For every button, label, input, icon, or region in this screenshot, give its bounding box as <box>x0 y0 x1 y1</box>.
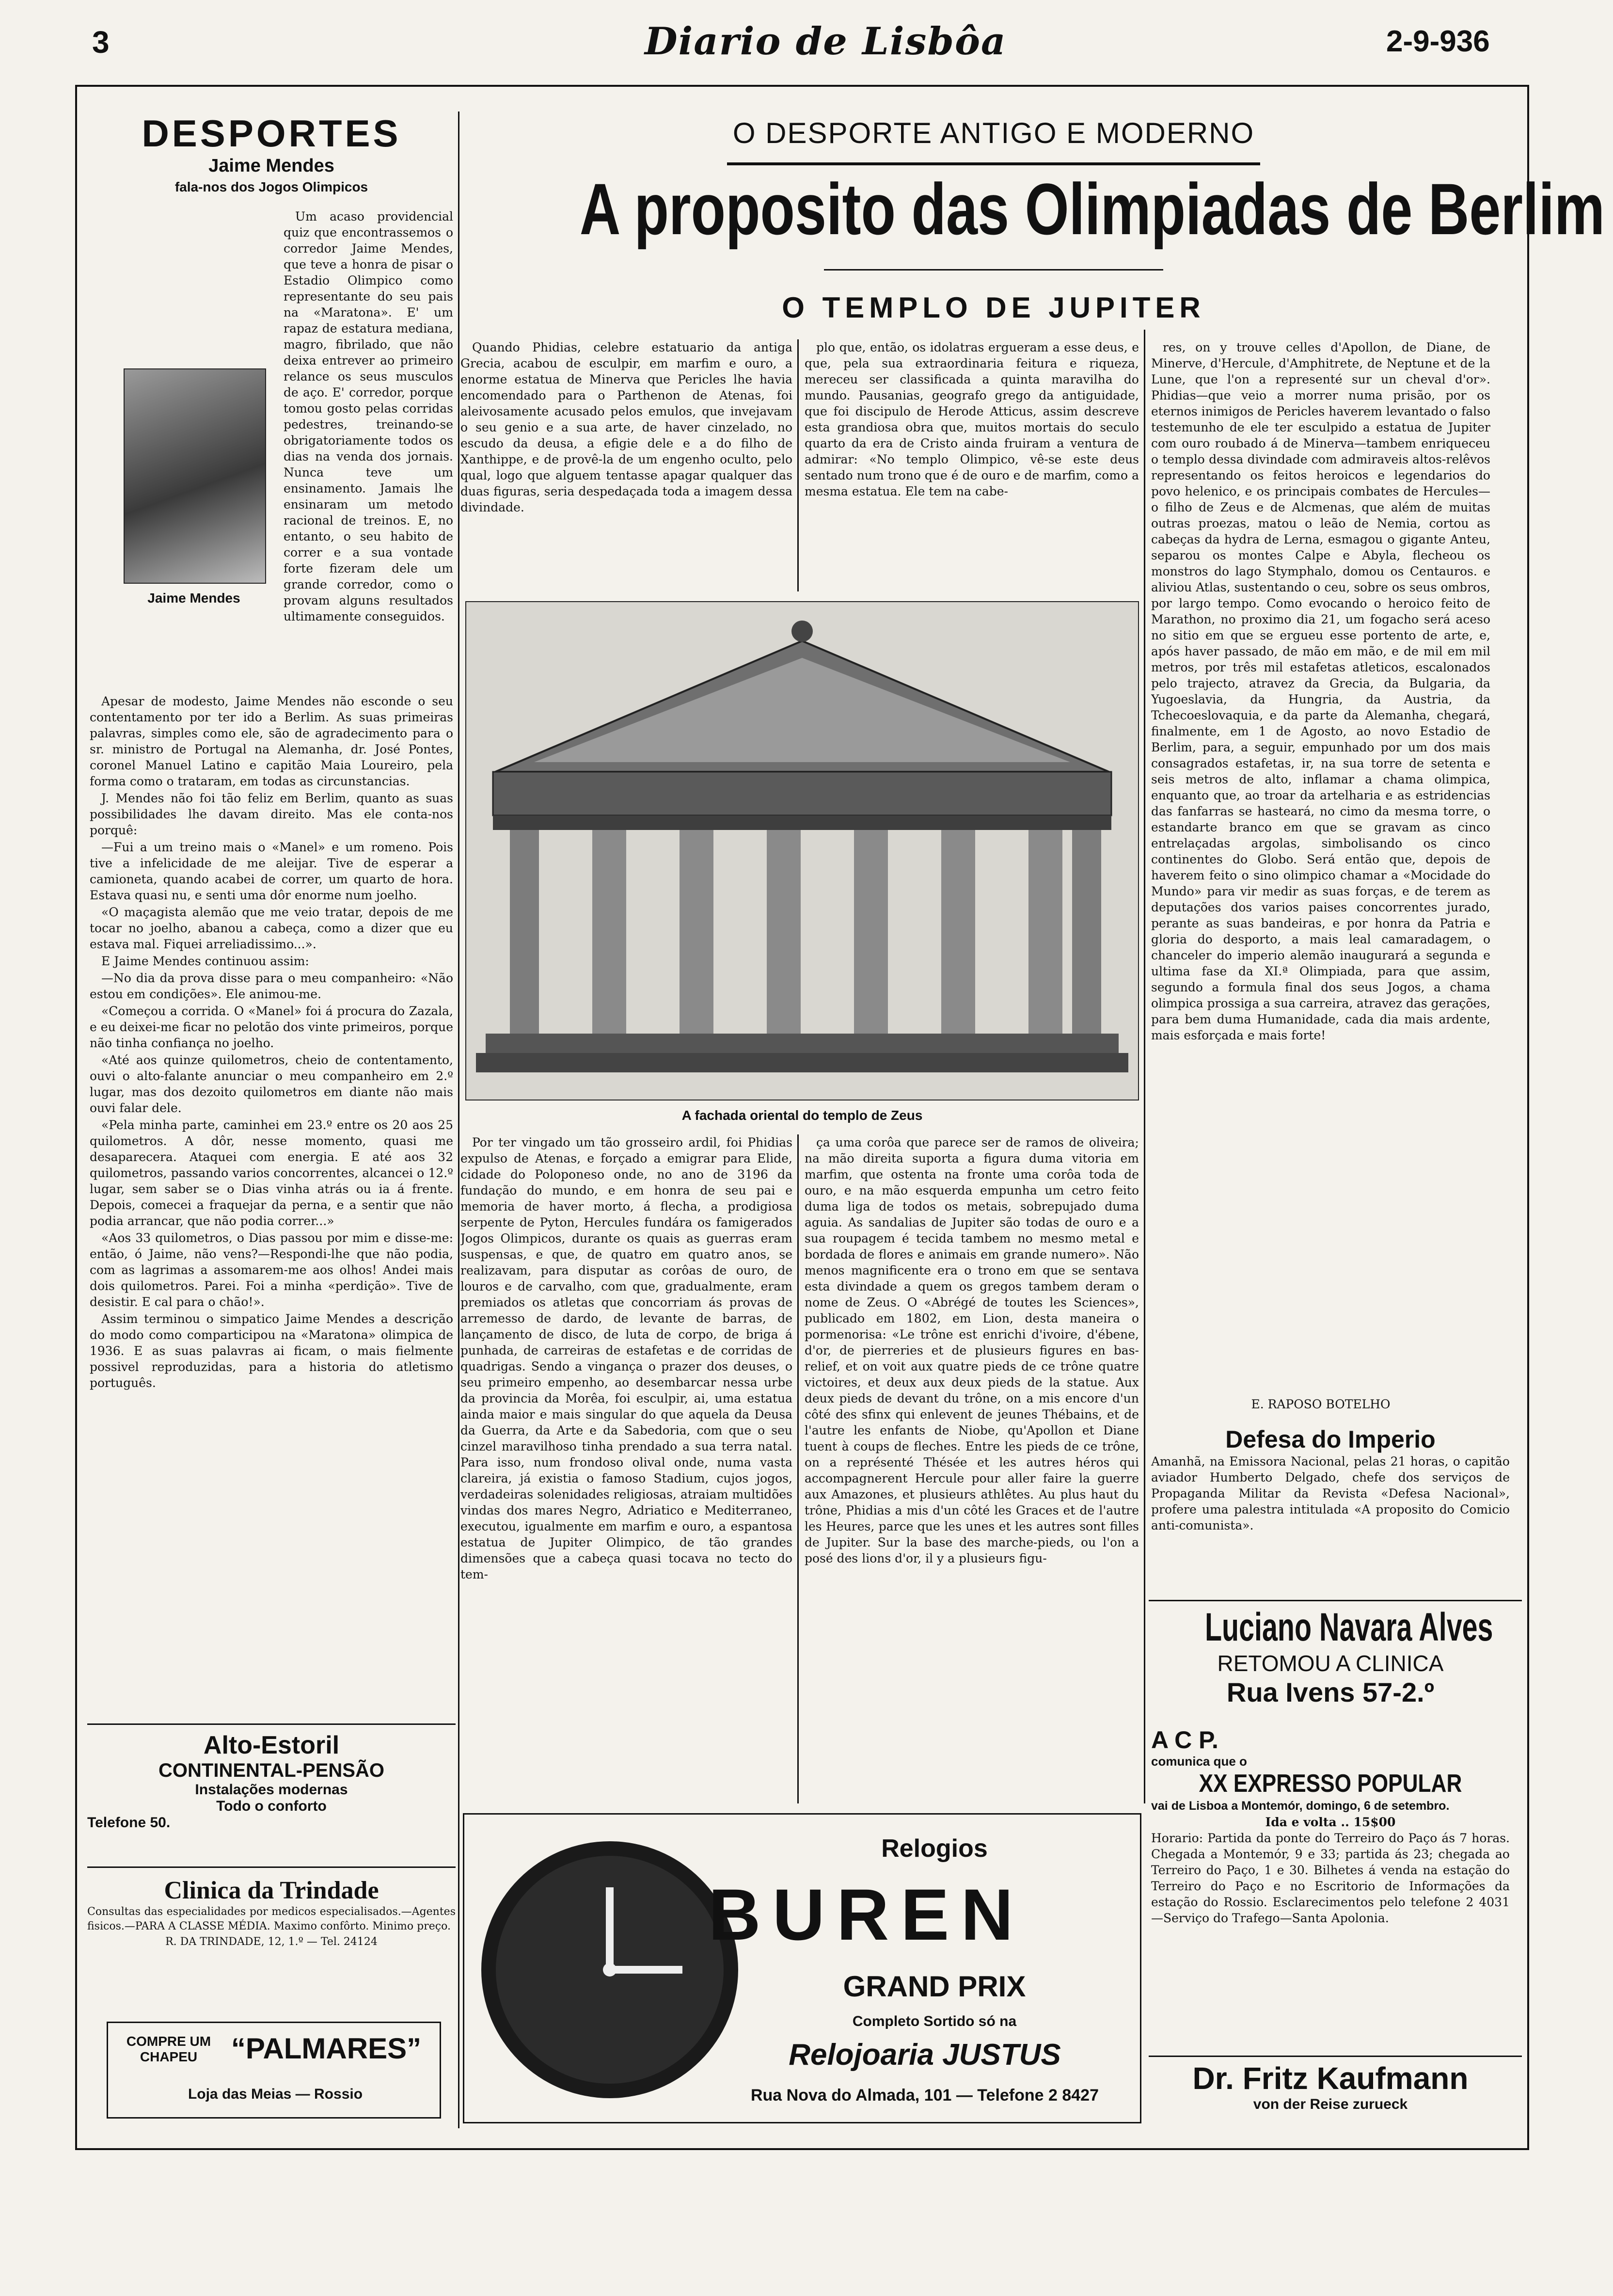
ad-luciano <box>1151 1605 1510 1708</box>
photo-caption: Jaime Mendes <box>147 590 240 606</box>
body-paragraph: Apesar de modesto, Jaime Mendes não esconde o seu contentamento por ter ido a Berlim. As suas primeiras palavras, simples como ele, são de agradecimento para o sr. ministro de Portugal na Alemanha, dr. José Pontes, coronel Manuel Latino e capitão Maia Loureiro, pela forma como o trataram, em todas as circunstancias. <box>90 694 453 788</box>
article-kicker: O DESPORTE ANTIGO E MODERNO <box>732 117 1255 149</box>
ad-clinica-trindade <box>87 1876 456 1950</box>
page-number: 3 <box>92 25 110 60</box>
ad-text: Consultas das especialidades por medicos especialisados.—Agentes fisicos.—PARA A CLASSE MÉDIA. Maximo confôrto. Minimo preço. <box>87 1906 456 1932</box>
ad-brand: “PALMARES” <box>231 2032 422 2065</box>
ad-shop: Relojoaria JUSTUS <box>789 2038 1061 2072</box>
article-paragraph: Por ter vingado um tão grosseiro ardil, foi Phidias expulso de Atenas, e forçado a emigrar para Elide, cidade do Poloponeso onde, no ano de 3196 da fundação do mundo, e em honra de seu pai e memoria de haver morto, á flecha, a prodigiosa serpente de Pyton, Hercules fundára os famigerados Jogos Olimpicos, durante os quais as guerras eram suspensas, e que, de quatro em quatro anos, se realizavam, para disputar as corôas de ouro, de louros e de carvalho, com que, gradualmente, eram premiados os atletas que concorriam ás provas de arremesso de dardo, de levante de barras, de lançamento de disco, de luta de corpo, de briga á punhada, de carreiras de estafetas e de corridas de quadrigas. Sendo a vingança o prazer dos deuses, o seu primeiro empenho, ao desembarcar nessa urbe da provincia da Morêa, foi esculpir, ai, uma estatua ainda maior e mais singular do que aquela da Deusa da Guerra, da Arte e da Sabedoria, com que o seu cinzel maravilhoso tinha prendado a sua terra natal. Para isso, num frondoso olival onde, numa vasta clareira, já existia o famoso Stadium, cujos jogos, verdadeiras solenidades religiosas, atraiam multidões vindas dos mares Negro, Adriatico e Mediterraneo, executou, igualmente em marfim e ouro, a espantosa estatua de Jupiter Olimpico, de tão grandes dimensões que a cabeça quasi tocava no tecto do tem- <box>460 1135 792 1581</box>
article-col1-top <box>460 339 792 591</box>
temple-illustration <box>466 602 1138 1100</box>
ad-title: Alto-Estoril <box>203 1731 340 1759</box>
ad-address: Rua Ivens 57-2.º <box>1226 1677 1435 1707</box>
ad-price: Ida e volta .. 15$00 <box>1265 1815 1396 1829</box>
column-rule <box>1144 330 1145 1803</box>
ad-text: Horario: Partida da ponte do Terreiro do Paço ás 7 horas. Chegada a Montemór, 9 e 33; partida ás 23; chegada ao Terreiro do Paço, 1 e 30. Bilhetes á venda na estação do Terreiro do Paço e no Escritorio de Informações da estação do Rossio. Esclarecimentos pelo telefone 2 4031 —Serviço do Trafego—Santa Apolonia. <box>1151 1831 1510 1925</box>
ad-left-text: COMPRE UM CHAPEU <box>126 2034 211 2064</box>
ad-address: Rua Nova do Almada, 101 — Telefone 2 8427 <box>750 2086 1099 2105</box>
ad-line: Completo Sortido só na <box>852 2013 1017 2029</box>
body-paragraph: J. Mendes não foi tão feliz em Berlim, quanto as suas possibilidades lhe davam direito. Mas ele conta-nos porquê: <box>90 791 453 837</box>
defesa-title: Defesa do Imperio <box>1225 1426 1436 1453</box>
ad-address: R. DA TRINDADE, 12, 1.º — Tel. 24124 <box>165 1936 378 1948</box>
body-paragraph: «Começou a corrida. O «Manel» foi á procura do Zazala, e eu deixei-me ficar no pelotão dos vinte primeiros, porque não tinha confiança no joelho. <box>90 1004 453 1050</box>
desportes-intro <box>90 208 453 693</box>
intro-paragraph: Um acaso providencial quiz que encontrassemos o corredor Jaime Mendes, que teve a honra de pisar o Estadio Olimpico como representante do seu pais na «Maratona». E' um rapaz de estatura mediana, magro, fibrilado, que não deixa entrever ao primeiro relance os seus musculos de aço. E' corredor, porque tomou gosto pelas corridas pedestres, treinando-se obrigatoriamente todos os dias na venda dos jornais. Nunca teve um ensinamento. Jamais lhe ensinaram um metodo racional de treinos. E, no entanto, o seu habito de correr e a sua vontade forte fizeram dele um grande corredor, como o provam alguns resultados ultimamente conseguidos. <box>284 209 453 623</box>
ad-line: Todo o conforto <box>216 1798 327 1814</box>
article-paragraph: res, on y trouve celles d'Apollon, de Diane, de Minerve, d'Hercule, d'Amphitrete, de Neptune et de la Lune, que l'on a representé sur un cheval d'or». Phidias—que veio a morrer numa prisão, por os eternos inimigos de Pericles haverem levantado o falso testemunho de ele ter esculpido a estatua de Jupiter com ouro roubado á de Minerva—tambem enriqueceu o templo dessa divindade com admiraveis altos-relêvos representando os feitos heroicos e legendarios do povo helenico, e os principais combates de Hercules—o filho de Zeus e de Alcmenas, que além de muitas outras proezas, matou o leão de Nemia, cortou as cabeças da hydra de Lerna, esmagou o gigante Anteu, separou os montes Calpe e Abyla, flecheou os monstros do lago Stymphalo, domou os Centauros. e aliviou Atlas, sustentando o ceu, sobre os seus ombros, por largo tempo. Como evocando o heroico feito de Marathon, no proximo dia 21, um fogacho será aceso no sitio em que se ergueu esse portento de arte, e, após haver passado, de mão em mão, e de mil em mil metros, por três mil estafetas atleticos, escalonados pelo trajecto, atravez da Grecia, da Bulgaria, da Yugoeslavia, da Hungria, da Austria, da Tchecoeslovaquia, e da parte da Alemanha, chegará, finalmente, em 1 de Agosto, ao novo Estadio de Berlim, para, a seguir, empunhado por um dos mais consagrados estafetas, ir, na sua torre de setenta e seis metros de alto, inflamar a chama olimpica, enquanto que, ao troar da artelharia e as estridencias das fanfarras se hasteará, no cimo da mesma torre, o estandarte branco em que se gravam as cinco entrelaçadas argolas, simbolisando os cinco continentes do Globo. Será então que, depois de haverem feito o sino olimpico chamar a «Mocidade do Mundo» para vir medir as suas forças, e de terem as deputações dos varios paises concorrentes jurado, perante as suas bandeiras, e por honra da Patria e gloria do desporto, a mais leal camaradagem, o chanceler do imperio alemão inaugurará a segunda e ultima fase da XI.ª Olimpiada, para que assim, segundo a formula final dos seus Jogos, a chama olimpica prossiga a sua carreira, atravez das gerações, para bem duma Humanidade, cada dia mais ardente, mais esforçada e mais forte! <box>1151 340 1490 1042</box>
ad-line: von der Reise zurueck <box>1253 2096 1408 2112</box>
ad-palmares <box>107 2022 441 2119</box>
ad-buren <box>463 1813 1141 2123</box>
body-paragraph: «Pela minha parte, caminhei em 23.º entre os 20 aos 25 quilometros. A dôr, nesse momento, quasi me desaparecera. Ataquei com energia. E até aos 32 quilometros, passando varios concorrentes, alcancei o 12.º lugar, sem saber se o Dias vinha atrás ou ia á frente. Depois, comecei a fraquejar da perna, e a sentir que não podia arrancar, que não podia correr...» <box>90 1118 453 1228</box>
article-subhead: O TEMPLO DE JUPITER <box>782 291 1205 324</box>
ad-acp <box>1151 1726 1510 1926</box>
desportes-body <box>90 693 453 1687</box>
column-rule <box>458 112 459 2128</box>
article-paragraph: ça uma corôa que parece ser de ramos de oliveira; na mão direita suporta a figura duma vitoria em marfim, que ostenta na fronte uma corôa toda de ouro, e na mão esquerda empunha um cetro feito duma liga de todos os metais, sobrepujado duma aguia. As sandalias de Jupiter são todas de ouro e a sua roupagem é tecida tambem no mesmo metal e bordada de flores e animais em grande numero». Não menos magnificente era o trono em que se sentava esta divindade a quem os gregos tambem deram o nome de Zeus. O «Abrégé de toutes les Sciences», publicado em 1802, em Lion, desta maneira o pormenorisa: «Le trône est enrichi d'ivoire, d'ébene, d'or, de pierreries et de plusieurs figures en bas-relief, et on voit aux quatre pieds de ce trône quatre victoires, et deux aux deux pieds de la statue. Aux deux pieds de devant du trône, on a mis encore d'un côté des sfinx qui enlevent de jeunes Thébains, et de l'autre les enfants de Niobe, qu'Apollon et Diane tuent à coups de fleches. Entre les pieds de ce trône, on a représenté Thésée et les autres héros qui accompagnerent Hercule pour aller faire la guerre aux Amazones, et plusieurs athlêtes. Au plus haut du trône, Phidias a mis d'un côté les Graces et de l'autre les Heures, parce que les unes et les autres sont filles de Jupiter. Sur la base des marche-pieds, ou l'on a posé des lions d'or, il y a plusieurs figu- <box>805 1135 1139 1565</box>
body-paragraph: «O maçagista alemão que me veio tratar, depois de me tocar no joelho, abanou a cabeça, como a dizer que eu estava mal. Fiquei arreliadissimo...». <box>90 905 453 951</box>
article-paragraph: Quando Phidias, celebre estatuario da antiga Grecia, acabou de esculpir, em marfim e ouro, a enorme estatua de Minerva que Pericles lhe havia encomendado para o Parthenon de Atenas, foi aleivosamente acusado pelos emulos, que invejavam o seu genio e a sua arte, de haver cinzelado, no escudo da deusa, a efigie dele e a do filho de Xanthippe, e de provê-la de um engenho oculto, pelo qual, logo que alguem tentasse apagar qualquer das duas figuras, seria despedaçada toda a imagem dessa divindade. <box>460 340 792 514</box>
article-col1-bottom <box>460 1134 792 1803</box>
article-signature: E. RAPOSO BOTELHO <box>1251 1397 1391 1411</box>
column-rule <box>797 1134 799 1803</box>
image-caption: A fachada oriental do templo de Zeus <box>681 1108 923 1123</box>
temple-image <box>465 601 1139 1100</box>
newspaper-title: Diario de Lisbôa <box>645 19 1007 64</box>
article-headline: A proposito das Olimpiadas de Berlim <box>579 168 1605 250</box>
article-name-title: Jaime Mendes <box>208 156 334 176</box>
divider <box>824 269 1163 271</box>
body-paragraph: «Aos 33 quilometros, o Dias passou por mim e disse-me: então, ó Jaime, não vens?—Respondi-lhe que não podia, com as lagrimas a assomarem-me aos olhos! Andei mais dois quilometros. Parei. Foi a minha «perdição». Tive de desistir. E cal para o chão!». <box>90 1231 453 1309</box>
ad-line: RETOMOU A CLINICA <box>1217 1651 1444 1676</box>
divider <box>1149 2056 1522 2057</box>
divider <box>1149 1600 1522 1601</box>
ad-name: Dr. Fritz Kaufmann <box>1192 2061 1469 2096</box>
article-col2-top <box>805 339 1139 591</box>
ad-phone: Telefone 50. <box>87 1815 171 1831</box>
article-col3 <box>1151 339 1490 1391</box>
column-rule <box>797 339 799 591</box>
body-paragraph: —No dia da prova disse para o meu companheiro: «Não estou em condições». Ele animou-me. <box>90 971 453 1001</box>
ad-route: vai de Lisboa a Montemór, domingo, 6 de setembro. <box>1151 1799 1450 1813</box>
body-paragraph: «Até aos quinze quilometros, cheio de contentamento, ouvi o alto-falante anunciar o meu companheiro em 2.º lugar, mas dos dezoito quilometros em diante não mais ouvi falar dele. <box>90 1053 453 1115</box>
article-paragraph: plo que, então, os idolatras ergueram a esse deus, e que, pela sua extraordinaria feitura e riqueza, mereceu ser classificada a quinta maravilha do mundo. Pausanias, geografo grego da antiguidade, que foi discipulo de Herode Atticus, assim descreve esta grandiosa obra que, muitos mortais do seculo quarto da era de Cristo ainda fruiram a ventura de admirar: «No templo Olimpico, vê-se este deus sentado num trono que é de ouro e de marfim, como a mesma estatua. Ele tem na cabe- <box>805 340 1139 498</box>
divider <box>87 1723 456 1725</box>
ad-title: A C P. <box>1151 1726 1218 1754</box>
body-paragraph: —Fui a um treino mais o «Manel» e um romeno. Pois tive a infelicidade de me aleijar. Tive de esperar a camioneta, quando acabei de correr, um quarto de hora. Estava quasi nu, e senti uma dôr enorme num joelho. <box>90 840 453 902</box>
ad-title: Clinica da Trindade <box>164 1877 379 1904</box>
ad-shop: Loja das Meias — Rossio <box>188 2086 363 2102</box>
ad-line: Instalações modernas <box>195 1782 348 1798</box>
body-paragraph: E Jaime Mendes continuou assim: <box>101 954 309 968</box>
body-paragraph: Assim terminou o simpatico Jaime Mendes a descrição do modo como comparticipou na «Maratona» olimpica de 1936. E as suas palavras ai ficam, o mais fielmente possivel reproduzidas, para a historia do atletismo português. <box>90 1312 453 1390</box>
article-subtitle: fala-nos dos Jogos Olimpicos <box>174 179 368 194</box>
defesa-imperio <box>1151 1425 1510 1533</box>
issue-date: 2-9-936 <box>1386 25 1490 58</box>
ad-alto-estoril <box>87 1731 456 1831</box>
ad-name: CONTINENTAL-PENSÃO <box>158 1760 384 1781</box>
ad-brand: BUREN <box>708 1874 1025 1955</box>
photo-spacer <box>90 368 284 693</box>
defesa-text: Amanhã, na Emissora Nacional, pelas 21 horas, o capitão aviador Humberto Delgado, chefe dos serviços de Propaganda Militar da Revista «Defesa Nacional», profere uma palestra intitulada «A proposito do Comicio anti-comunista». <box>1151 1454 1510 1532</box>
divider <box>727 162 1260 165</box>
ad-fritz <box>1151 2060 1510 2113</box>
divider <box>87 1866 456 1868</box>
ad-name: Luciano Navara Alves <box>1205 1605 1493 1649</box>
article-col2-bottom <box>805 1134 1139 1803</box>
ad-prix: GRAND PRIX <box>843 1970 1026 2003</box>
ad-event: XX EXPRESSO POPULAR <box>1199 1770 1462 1798</box>
ad-relogios: Relogios <box>881 1834 988 1863</box>
desportes-section <box>87 112 456 195</box>
section-title: DESPORTES <box>142 112 401 155</box>
ad-line: comunica que o <box>1151 1754 1247 1769</box>
